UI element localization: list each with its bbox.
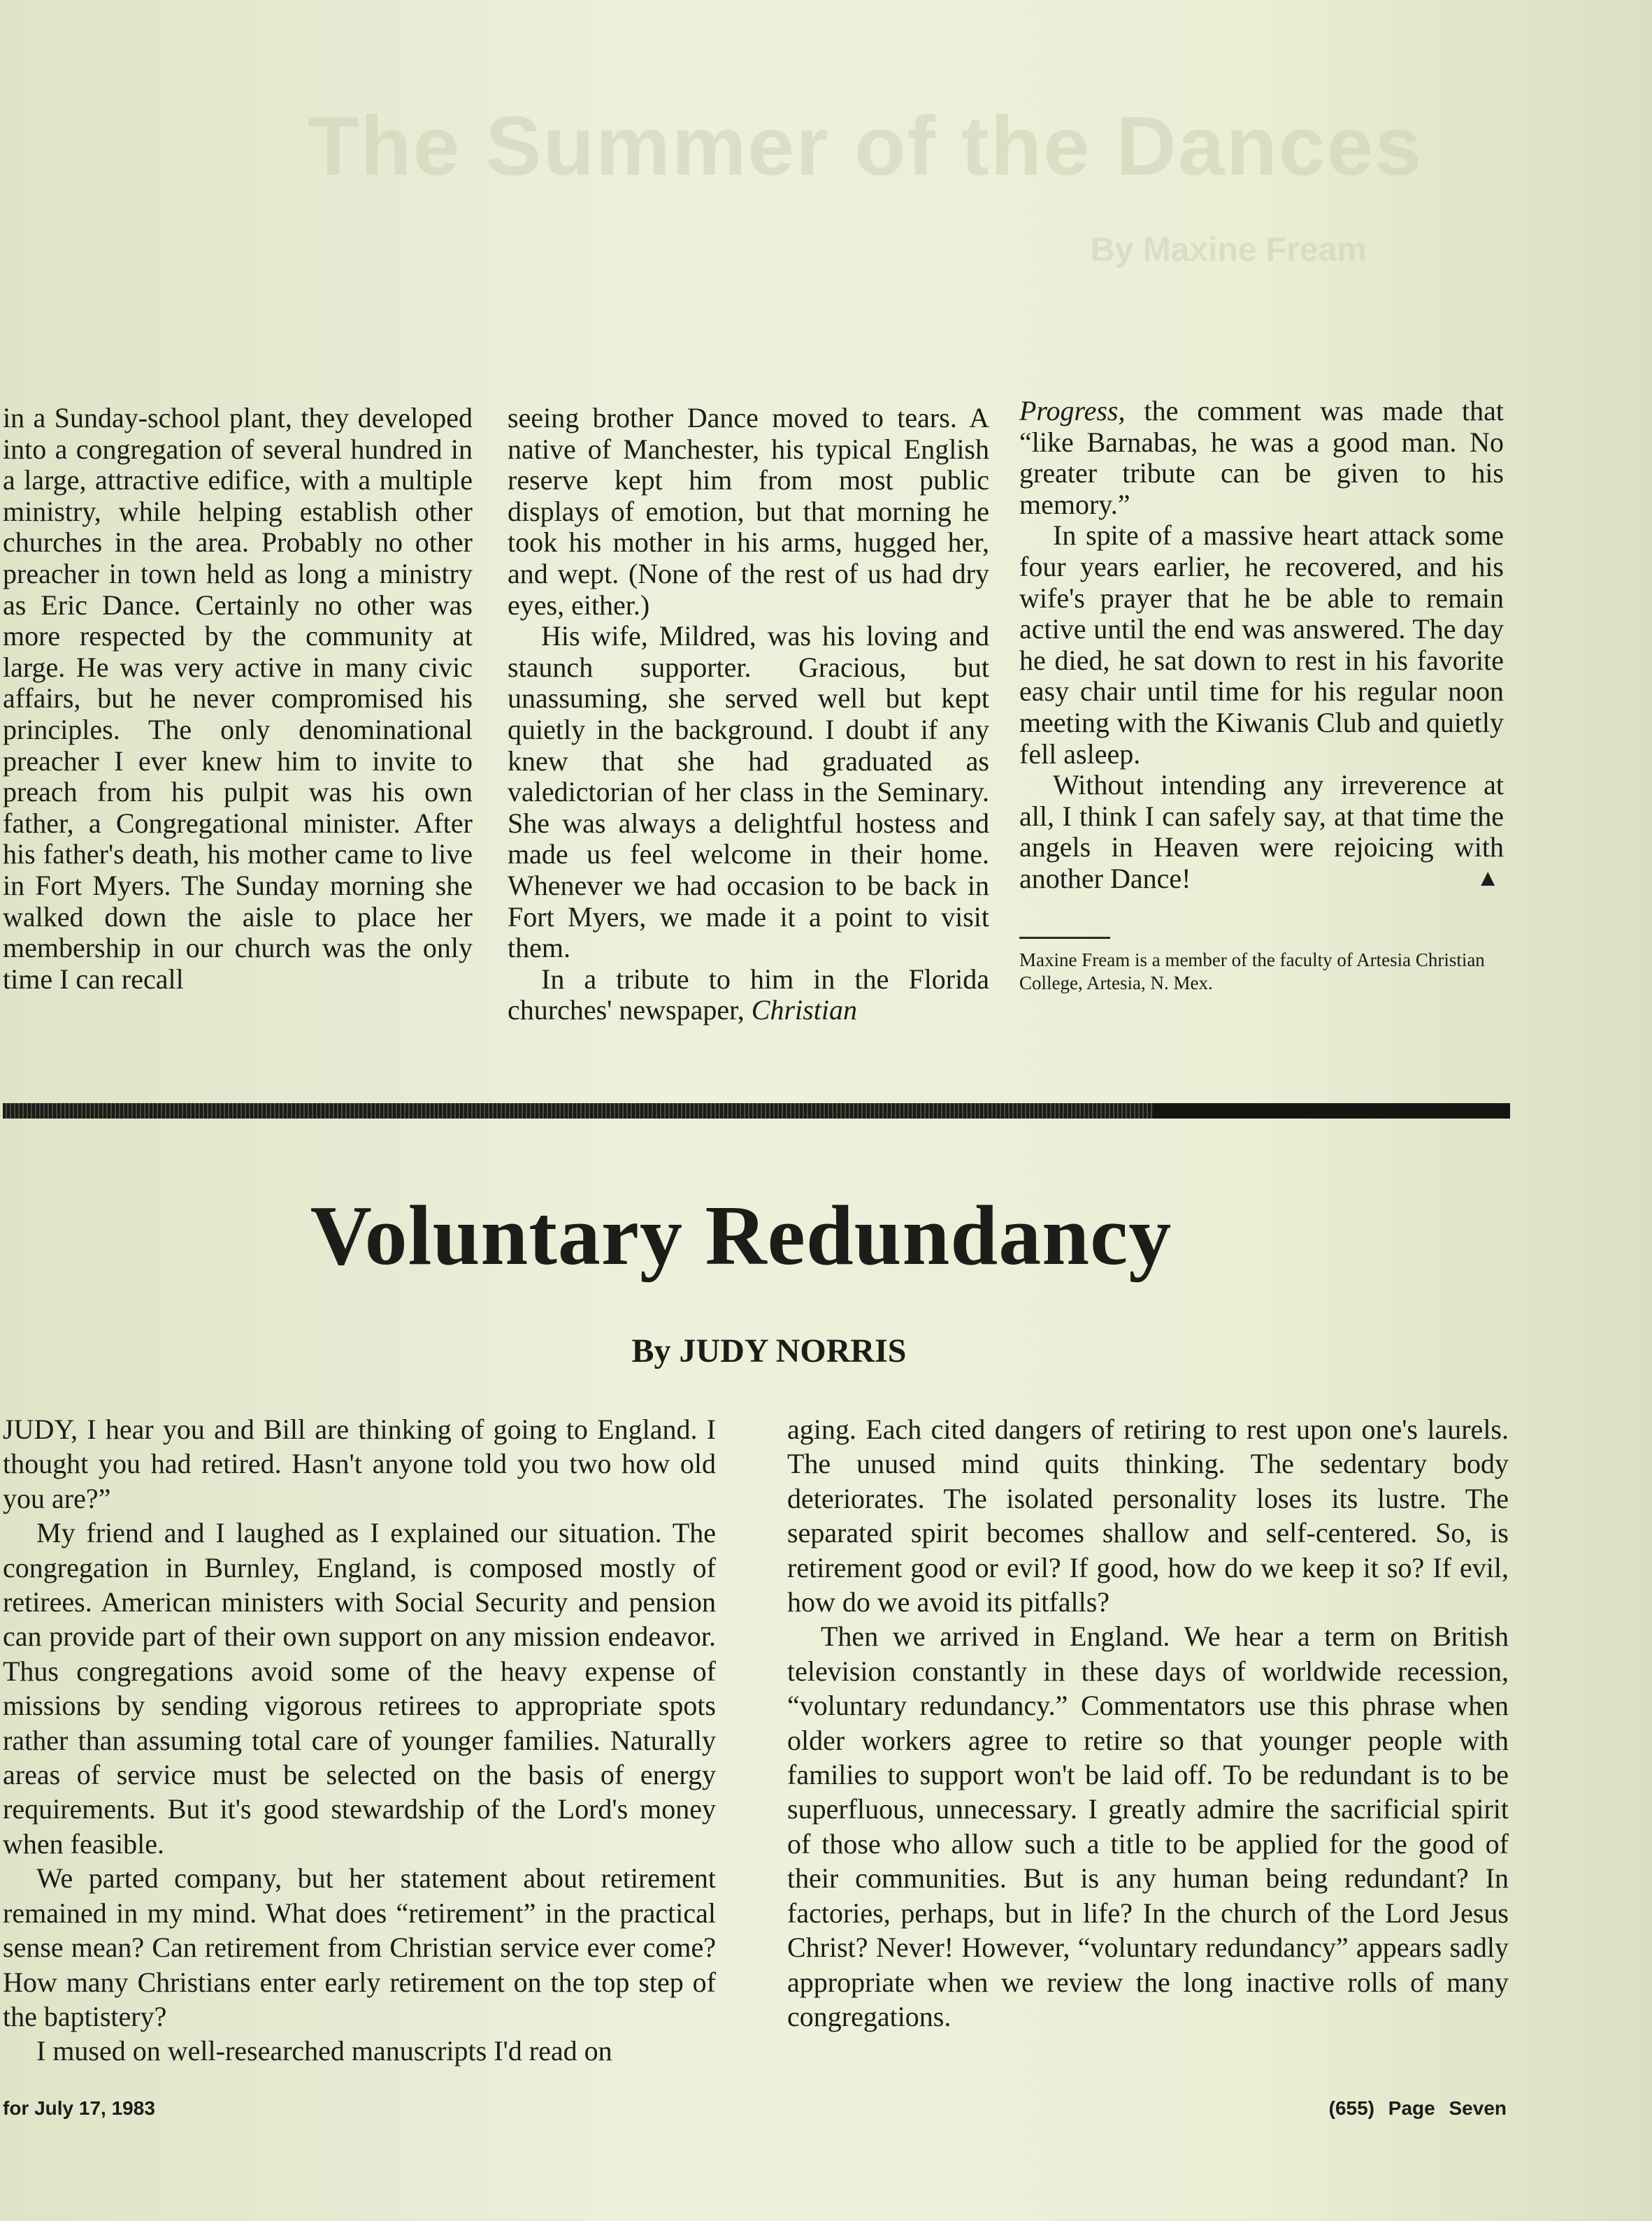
article-column-1	[3, 1412, 716, 2069]
paragraph: seeing brother Dance moved to tears. A native of Manchester, his typical English reserve kept him from most public displays of emotion, but that morning he took his mother in his arms, hugged her, and wept. (None of the rest of us had dry eyes, either.)	[508, 402, 989, 621]
bleed-through-byline: By Maxine Fream	[1091, 231, 1367, 268]
paragraph: aging. Each cited dangers of retiring to rest upon one's laurels. The unused mind quits thinking. The sedentary body deteriorates. The isolated personality loses its lustre. The separated spirit becomes shallow and self-centered. So, is retirement good or evil? If good, how do we keep it so? If evil, how do we avoid its pitfalls?	[787, 1414, 1509, 1618]
paragraph: JUDY, I hear you and Bill are thinking of going to England. I thought you had retired. Hasn't anyone told you two how old you are?”	[3, 1414, 716, 1514]
end-triangle-icon: ▲	[1476, 865, 1500, 891]
paragraph: We parted company, but her statement about retirement remained in my mind. What does “retirement” in the practical sense mean? Can retirement from Christian service ever come? How many Christians enter early retirement on the top step of the baptistery?	[3, 1862, 716, 2032]
paragraph-text: In a tribute to him in the Florida churches' newspaper,	[508, 963, 989, 1026]
newspaper-name-part2: Progress,	[1019, 395, 1126, 426]
paragraph	[1019, 770, 1504, 894]
author-note-rule	[1019, 937, 1110, 939]
paragraph: I mused on well-researched manuscripts I'd read on	[36, 2035, 612, 2067]
page-footer	[1329, 2097, 1507, 2120]
paragraph: Then we arrived in England. We hear a term on British television constantly in these days of worldwide recession, “voluntary redundancy.” Commentators use this phrase when older workers agree to retire so that younger people with families to support won't be laid off. To be redundant is to be superfluous, unnecessary. I greatly admire the sacrificial spirit of those who allow such a title to be applied for the good of their communities. But is any human being redundant? In factories, perhaps, but in life? In the church of the Lord Jesus Christ? Never! However, “voluntary redundancy” appears sadly appropriate when we review the long inactive rolls of many congregations.	[787, 1620, 1509, 2032]
paragraph: My friend and I laughed as I explained our situation. The congregation in Burnley, England, is composed mostly of retirees. American ministers with Social Security and pension can provide part of their own support on any mission endeavor. Thus congregations avoid some of the heavy expense of missions by sending vigorous retirees to appropriate spots rather than assuming total care of younger families. Naturally areas of service must be selected on the basis of energy requirements. But it's good stewardship of the Lord's money when feasible.	[3, 1517, 716, 1860]
previous-article-column-1	[3, 403, 473, 995]
author-note: Maxine Fream is a member of the faculty of Artesia Christian College, Artesia, N. Mex.	[1019, 949, 1485, 993]
previous-article-column-2	[508, 403, 989, 1026]
paragraph: in a Sunday-school plant, they developed into a congregation of several hundred in a large, attractive edifice, with a multiple ministry, while helping establish other churches in the area. Probably no other preacher in town held as long a ministry as Eric Dance. Certainly no other was more respected by the community at large. He was very active in many civic affairs, but he never compromised his principles. The only denominational preacher I ever knew him to invite to preach from his pulpit was his own father, a Congregational minister. After his father's death, his mother came to live in Fort Myers. The Sunday morning she walked down the aisle to place her membership in our church was the only time I can recall	[3, 402, 473, 995]
previous-article-column-3	[1019, 396, 1504, 995]
page-label: Page Seven	[1388, 2097, 1507, 2119]
paragraph-text: the comment was made that “like Barnabas, he was a good man. No greater tribute can be given to his memory.”	[1019, 395, 1504, 520]
issue-date: for July 17, 1983	[3, 2097, 155, 2119]
paragraph	[508, 964, 989, 1026]
paragraph: In spite of a massive heart attack some four years earlier, he recovered, and his wife's prayer that he be able to remain active until the end was answered. The day he died, he sat down to rest in his favorite easy chair until time for his regular noon meeting with the Kiwanis Club and quietly fell asleep.	[1019, 519, 1504, 770]
page-number: (655)	[1328, 2097, 1375, 2119]
paragraph	[1019, 396, 1504, 520]
section-divider-solid	[1154, 1103, 1510, 1119]
paragraph: His wife, Mildred, was his loving and staunch supporter. Gracious, but unassuming, she served well but kept quietly in the background. I doubt if any knew that she had graduated as valedictorian of her class in the Seminary. She was always a delightful hostess and made us feel welcome in their home. Whenever we had occasion to be back in Fort Myers, we made it a point to visit them.	[508, 620, 989, 964]
article-headline: Voluntary Redundancy	[310, 1188, 1172, 1283]
article-column-2	[787, 1412, 1509, 2034]
bleed-through-title: The Summer of the Dances	[308, 99, 1423, 193]
newspaper-name-part1: Christian	[751, 994, 857, 1026]
article-byline: By JUDY NORRIS	[631, 1332, 907, 1370]
paragraph-text: Without intending any irreverence at all, I think I can safely say, at that time the angels in Heaven were rejoicing with another Dance!	[1019, 769, 1504, 894]
